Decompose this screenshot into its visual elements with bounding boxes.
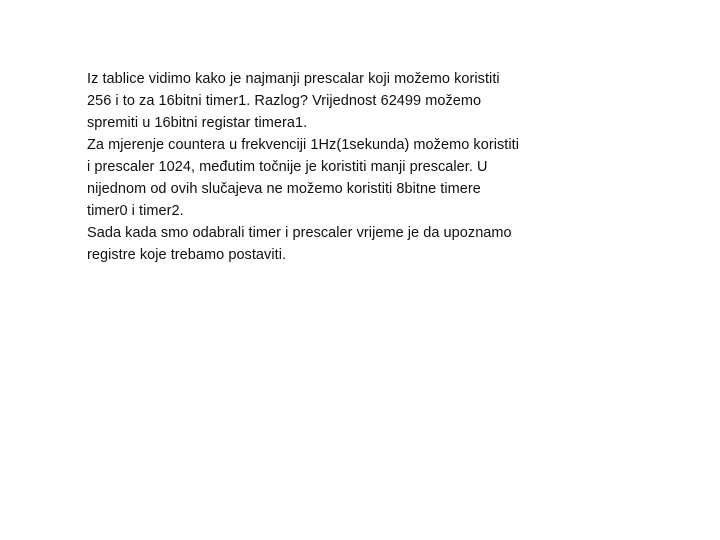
paragraph-1 [87, 68, 647, 134]
text-line: registre koje trebamo postaviti. [87, 247, 287, 263]
paragraph-2 [87, 134, 647, 222]
text-line: i prescaler 1024, međutim točnije je koristiti manji prescaler. U [87, 159, 488, 175]
paragraph-3 [87, 222, 647, 266]
text-line: Sada kada smo odabrali timer i prescaler vrijeme je da upoznamo [87, 225, 512, 241]
text-line: Iz tablice vidimo kako je najmanji prescalar koji možemo koristiti [87, 71, 500, 87]
text-line: nijednom od ovih slučajeva ne možemo koristiti 8bitne timere [87, 181, 481, 197]
text-line: timer0 i timer2. [87, 203, 184, 219]
text-line: 256 i to za 16bitni timer1. Razlog? Vrijednost 62499 možemo [87, 93, 482, 109]
body-text [87, 68, 647, 266]
text-line: Za mjerenje countera u frekvenciji 1Hz(1sekunda) možemo koristiti [87, 137, 519, 153]
text-line: spremiti u 16bitni registar timera1. [87, 115, 308, 131]
